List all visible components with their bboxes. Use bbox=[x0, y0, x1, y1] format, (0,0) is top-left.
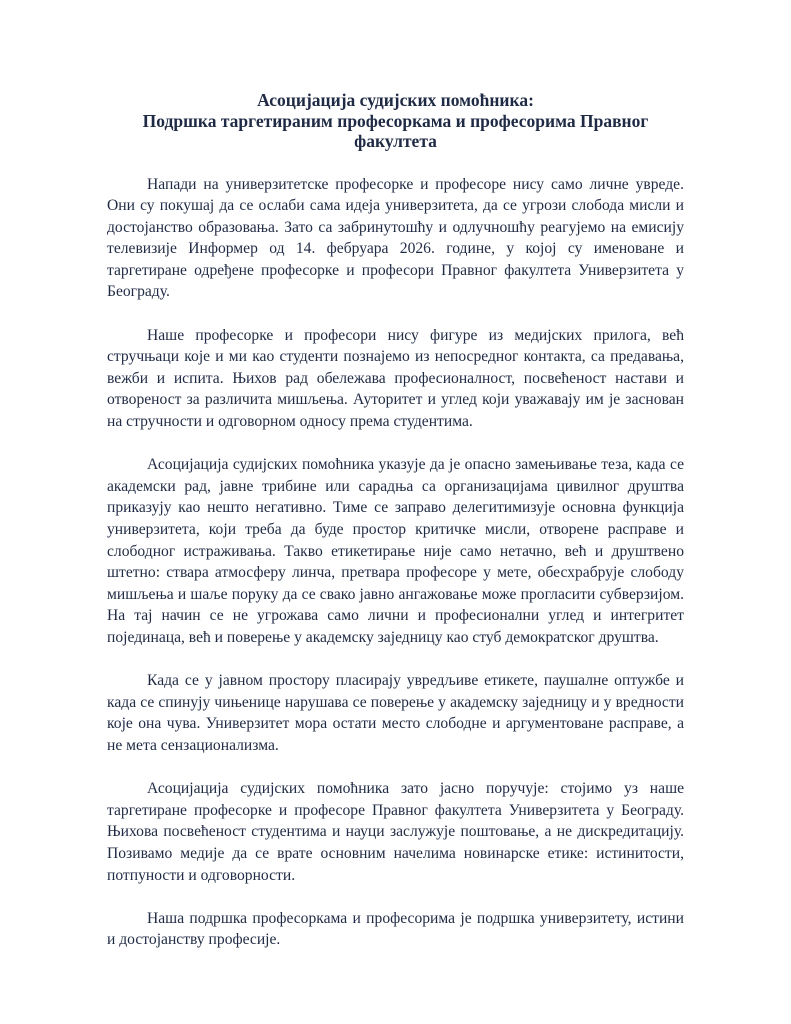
paragraph-1: Напади на универзитетске професорке и професоре нису само личне увреде. Они су покушај да се ослаби сама идеја универзитета, да се угрози слобода мисли и достојанство образовања. Зато са забринутошћу и одлучношћу реагујемо на емисију телевизије Информер од 14. фебруара 2026. године, у којој су именоване и таргетиране одређене професорке и професори Правног факултета Универзитета у Београду. bbox=[107, 175, 684, 301]
document-title bbox=[107, 90, 684, 152]
paragraph-3: Асоцијација судијских помоћника указује да је опасно замењивање теза, када се академски рад, јавне трибине или сарадња са организацијама цивилног друштва приказују као нешто негативно. Тиме се заправо делегитимизује основна функција универзитета, који треба да буде простор критичке мисли, отворене расправе и слободног истраживања. Такво етикетирање није само нетачно, већ и друштвено штетно: ствара атмосферу линча, претвара професоре у мете, обесхрабрује слободу мишљења и шаље поруку да се свако јавно ангажовање може прогласити субверзијом. На тај начин се не угрожава само лични и професионални углед и интегритет појединаца, већ и поверење у академску заједницу као стуб демократског друштва. bbox=[107, 456, 684, 646]
paragraph-2: Наше професорке и професори нису фигуре из медијских прилога, већ стручњаци које и ми као студенти познајемо из непосредног контакта, са предавања, вежби и испита. Њихов рад обележава професионалност, посвећеност настави и отвореност за различита мишљења. Ауторитет и углед који уважавају им је заснован на стручности и одговорном односу према студентима. bbox=[107, 326, 684, 431]
title-line-3: факултета bbox=[354, 131, 437, 151]
title-line-1: Асоцијација судијских помоћника: bbox=[257, 90, 534, 110]
title-line-2: Подршка таргетираним професоркама и професорима Правног bbox=[142, 110, 649, 131]
document-page bbox=[107, 90, 684, 972]
paragraph-6: Наша подршка професоркама и професорима је подршка универзитету, истини и достојанству професије. bbox=[107, 909, 684, 949]
paragraph-4: Када се у јавном простору пласирају увредљиве етикете, паушалне оптужбе и када се спинују чињенице нарушава се поверење у академску заједницу и у вредности које она чува. Универзитет мора остати место слободне и аргументоване расправе, а не мета сензационализма. bbox=[107, 672, 684, 754]
paragraph-5: Асоцијација судијских помоћника зато јасно поручује: стојимо уз наше таргетиране професорке и професоре Правног факултета Универзитета у Београду. Њихова посвећеност студентима и науци заслужује поштовање, а не дискредитацију. Позивамо медије да се врате основним начелима новинарске етике: истинитости, потпуности и одговорности. bbox=[107, 780, 684, 884]
